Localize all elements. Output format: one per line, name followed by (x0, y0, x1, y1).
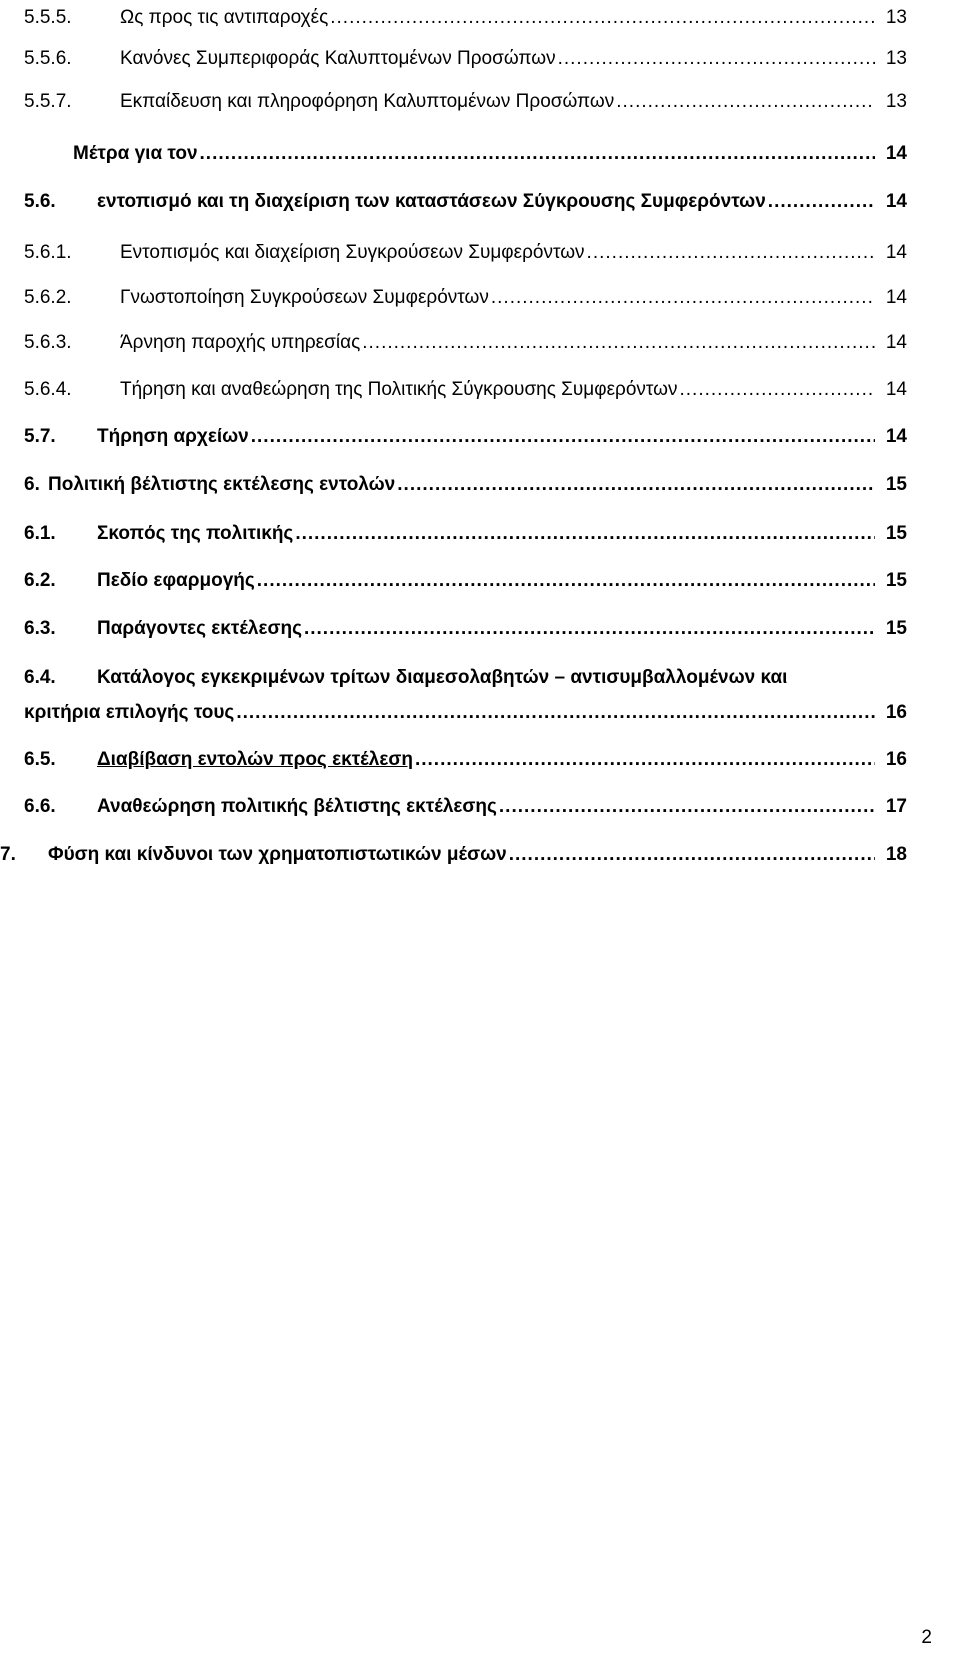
toc-dot-leader (251, 424, 875, 450)
toc-entry-page: 14 (885, 287, 907, 308)
toc-entry-6-1[interactable] (0, 521, 960, 547)
toc-entry-page: 14 (885, 191, 907, 212)
toc-entry-number: 5.6. (24, 191, 56, 212)
toc-dot-leader (295, 521, 875, 547)
toc-entry-title: Γνωστοποίηση Συγκρούσεων Συμφερόντων (120, 287, 489, 308)
toc-entry-number: 6.5. (24, 749, 56, 770)
toc-dot-leader (362, 330, 875, 356)
toc-entry-page: 15 (885, 474, 907, 495)
toc-entry-title: Διαβίβαση εντολών προς εκτέλεση (97, 749, 413, 770)
toc-entry-title: Άρνηση παροχής υπηρεσίας (120, 332, 361, 353)
toc-entry-number: 5.7. (24, 426, 56, 447)
toc-entry-page: 15 (885, 523, 907, 544)
toc-entry-page: 14 (885, 332, 907, 353)
toc-entry-number: 5.5.5. (24, 7, 72, 28)
page-number: 2 (921, 1627, 932, 1648)
toc-entry-number: 6. (24, 474, 40, 495)
toc-entry-measures[interactable] (0, 141, 960, 167)
toc-dot-leader (768, 189, 875, 215)
toc-entry-number: 5.5.7. (24, 91, 72, 112)
toc-entry-7[interactable] (0, 842, 960, 868)
toc-entry-page: 15 (885, 570, 907, 591)
toc-entry-5-6[interactable] (0, 189, 960, 215)
toc-dot-leader (558, 46, 875, 72)
toc-entry-5-6-1[interactable] (0, 240, 960, 266)
toc-dot-leader (491, 285, 875, 311)
toc-entry-5-7[interactable] (0, 424, 960, 450)
toc-entry-title: Πεδίο εφαρμογής (97, 570, 255, 591)
toc-entry-6-6[interactable] (0, 794, 960, 820)
toc-dot-leader (415, 747, 875, 773)
toc-entry-number: 6.2. (24, 570, 56, 591)
toc-entry-6-2[interactable] (0, 568, 960, 594)
toc-entry-number: 5.6.3. (24, 332, 72, 353)
toc-entry-5-6-2[interactable] (0, 285, 960, 311)
toc-dot-leader (236, 700, 875, 726)
toc-entry-number: 5.6.1. (24, 242, 72, 263)
toc-entry-number: 5.5.6. (24, 48, 72, 69)
toc-dot-leader (616, 89, 875, 115)
toc-entry-6-3[interactable] (0, 616, 960, 642)
toc-entry-number: 6.6. (24, 796, 56, 817)
toc-dot-leader (257, 568, 875, 594)
toc-dot-leader (200, 141, 875, 167)
toc-entry-title: Τήρηση και αναθεώρηση της Πολιτικής Σύγκρουσης Συμφερόντων (120, 379, 678, 400)
toc-entry-title: Τήρηση αρχείων (97, 426, 249, 447)
toc-dot-leader (680, 377, 876, 403)
toc-entry-page: 14 (885, 379, 907, 400)
toc-entry-6[interactable] (0, 472, 960, 498)
toc-entry-page: 13 (885, 91, 907, 112)
toc-entry-page: 16 (885, 749, 907, 770)
toc-entry-page: 16 (885, 702, 907, 723)
toc-entry-5-5-6[interactable] (0, 46, 960, 72)
toc-entry-title: Ως προς τις αντιπαροχές (120, 7, 329, 28)
toc-entry-title: Κατάλογος εγκεκριμένων τρίτων διαμεσολαβητών – αντισυμβαλλομένων και (97, 667, 788, 688)
toc-entry-title: Μέτρα για τον (73, 143, 198, 164)
toc-entry-page: 14 (885, 143, 907, 164)
toc-entry-number: 5.6.4. (24, 379, 72, 400)
toc-entry-number: 6.3. (24, 618, 56, 639)
toc-entry-number: 6.4. (24, 667, 56, 688)
toc-entry-title: Φύση και κίνδυνοι των χρηματοπιστωτικών μέσων (48, 844, 507, 865)
toc-entry-title-continued: κριτήρια επιλογής τους (24, 702, 235, 723)
toc-dot-leader (304, 616, 875, 642)
toc-entry-5-5-5[interactable] (0, 5, 960, 31)
toc-dot-leader (330, 5, 875, 31)
toc-entry-6-5[interactable] (0, 747, 960, 773)
toc-entry-title: Σκοπός της πολιτικής (97, 523, 294, 544)
toc-entry-page: 18 (885, 844, 907, 865)
toc-entry-5-5-7[interactable] (0, 89, 960, 115)
toc-entry-page: 13 (885, 48, 907, 69)
toc-entry-page: 14 (885, 426, 907, 447)
toc-entry-title: Παράγοντες εκτέλεσης (97, 618, 302, 639)
toc-dot-leader (587, 240, 875, 266)
toc-entry-title: εντοπισμό και τη διαχείριση των καταστάσεων Σύγκρουσης Συμφερόντων (97, 191, 766, 212)
toc-entry-page: 14 (885, 242, 907, 263)
toc-entry-6-4[interactable] (0, 665, 960, 725)
toc-entry-number: 5.6.2. (24, 287, 72, 308)
toc-dot-leader (509, 842, 875, 868)
toc-entry-number: 6.1. (24, 523, 56, 544)
toc-entry-title: Κανόνες Συμπεριφοράς Καλυπτομένων Προσώπων (120, 48, 556, 69)
toc-entry-title: Αναθεώρηση πολιτικής βέλτιστης εκτέλεσης (97, 796, 497, 817)
toc-dot-leader (397, 472, 875, 498)
toc-entry-number: 7. (0, 844, 16, 865)
toc-entry-page: 15 (885, 618, 907, 639)
toc-dot-leader (499, 794, 875, 820)
toc-entry-page: 17 (885, 796, 907, 817)
toc-entry-title: Εκπαίδευση και πληροφόρηση Καλυπτομένων Προσώπων (120, 91, 615, 112)
toc-entry-title: Πολιτική βέλτιστης εκτέλεσης εντολών (48, 474, 396, 495)
toc-entry-5-6-3[interactable] (0, 330, 960, 356)
toc-entry-5-6-4[interactable] (0, 377, 960, 403)
toc-entry-title: Εντοπισμός και διαχείριση Συγκρούσεων Συμφερόντων (120, 242, 585, 263)
toc-entry-page: 13 (885, 7, 907, 28)
